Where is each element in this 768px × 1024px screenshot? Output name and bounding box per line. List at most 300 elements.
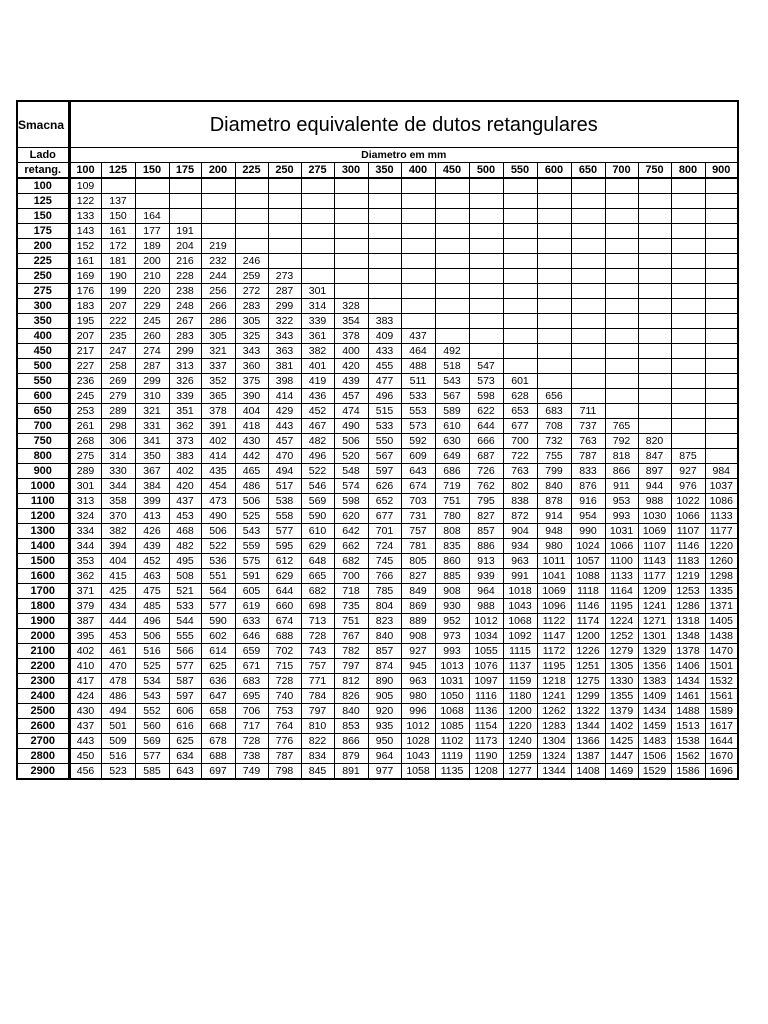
table-cell <box>537 178 571 194</box>
table-cell <box>401 209 435 224</box>
table-cell: 875 <box>671 449 705 464</box>
table-cell <box>605 178 638 194</box>
table-cell <box>503 344 537 359</box>
table-cell: 430 <box>69 704 101 719</box>
table-cell: 382 <box>301 344 334 359</box>
table-cell: 728 <box>268 674 301 689</box>
table-cell: 516 <box>135 644 169 659</box>
table-cell: 745 <box>368 554 401 569</box>
table-row <box>17 764 738 780</box>
table-cell <box>605 269 638 284</box>
table-cell: 612 <box>268 554 301 569</box>
table-cell <box>605 284 638 299</box>
table-cell: 1434 <box>671 674 705 689</box>
column-header: 275 <box>301 163 334 179</box>
table-cell: 283 <box>235 299 268 314</box>
table-cell: 1402 <box>605 719 638 734</box>
table-cell: 360 <box>235 359 268 374</box>
table-cell: 629 <box>301 539 334 554</box>
table-cell: 644 <box>268 584 301 599</box>
table-cell: 450 <box>69 749 101 764</box>
column-header: 250 <box>268 163 301 179</box>
table-cell: 1241 <box>638 599 671 614</box>
table-cell: 199 <box>101 284 135 299</box>
table-cell <box>301 194 334 209</box>
table-cell: 738 <box>235 749 268 764</box>
table-row <box>17 209 738 224</box>
table-cell <box>201 194 235 209</box>
table-cell <box>671 178 705 194</box>
table-cell: 988 <box>469 599 503 614</box>
table-cell: 1088 <box>571 569 605 584</box>
table-cell: 365 <box>201 389 235 404</box>
table-cell: 751 <box>435 494 469 509</box>
row-label: 175 <box>17 224 69 239</box>
table-cell: 1318 <box>671 614 705 629</box>
table-cell: 547 <box>469 359 503 374</box>
table-row <box>17 629 738 644</box>
table-cell: 496 <box>301 449 334 464</box>
table-cell: 256 <box>201 284 235 299</box>
table-cell: 643 <box>169 764 201 780</box>
table-cell: 551 <box>201 569 235 584</box>
table-cell: 546 <box>301 479 334 494</box>
table-cell: 869 <box>401 599 435 614</box>
table-cell: 321 <box>201 344 235 359</box>
table-cell: 301 <box>301 284 334 299</box>
table-cell <box>571 284 605 299</box>
table-cell: 463 <box>135 569 169 584</box>
table-cell: 671 <box>235 659 268 674</box>
table-cell: 313 <box>69 494 101 509</box>
table-cell <box>469 329 503 344</box>
table-cell <box>705 359 738 374</box>
row-label: 650 <box>17 404 69 419</box>
table-cell <box>571 269 605 284</box>
table-row <box>17 509 738 524</box>
table-cell: 1262 <box>537 704 571 719</box>
table-cell: 477 <box>368 374 401 389</box>
row-label: 1500 <box>17 554 69 569</box>
table-cell: 343 <box>268 329 301 344</box>
table-cell: 677 <box>503 419 537 434</box>
table-cell <box>671 434 705 449</box>
table-cell: 1068 <box>503 614 537 629</box>
table-cell: 665 <box>301 569 334 584</box>
table-cell: 548 <box>334 464 368 479</box>
table-cell <box>201 209 235 224</box>
table-cell <box>638 178 671 194</box>
table-cell: 823 <box>368 614 401 629</box>
table-cell: 394 <box>101 539 135 554</box>
table-cell <box>401 239 435 254</box>
table-cell: 954 <box>571 509 605 524</box>
table-cell: 567 <box>368 449 401 464</box>
table-cell <box>135 178 169 194</box>
table-cell: 344 <box>101 479 135 494</box>
table-cell: 927 <box>671 464 705 479</box>
row-label: 2300 <box>17 674 69 689</box>
table-cell <box>705 224 738 239</box>
row-label: 550 <box>17 374 69 389</box>
table-cell: 443 <box>69 734 101 749</box>
table-cell: 305 <box>235 314 268 329</box>
table-cell <box>435 239 469 254</box>
table-cell <box>705 404 738 419</box>
table-cell: 771 <box>301 674 334 689</box>
table-cell: 857 <box>368 644 401 659</box>
table-cell: 508 <box>169 569 201 584</box>
table-cell <box>469 178 503 194</box>
table-cell <box>537 344 571 359</box>
table-cell <box>169 209 201 224</box>
column-header: 700 <box>605 163 638 179</box>
table-cell: 437 <box>69 719 101 734</box>
table-cell: 1028 <box>401 734 435 749</box>
table-cell: 629 <box>268 569 301 584</box>
table-row <box>17 344 738 359</box>
table-cell: 453 <box>101 629 135 644</box>
table-cell: 152 <box>69 239 101 254</box>
table-cell: 573 <box>469 374 503 389</box>
table-cell: 381 <box>268 359 301 374</box>
table-cell: 610 <box>435 419 469 434</box>
table-cell: 642 <box>334 524 368 539</box>
table-cell: 354 <box>334 314 368 329</box>
table-cell: 379 <box>69 599 101 614</box>
table-cell: 189 <box>135 239 169 254</box>
table-cell: 1586 <box>671 764 705 780</box>
table-cell: 330 <box>101 464 135 479</box>
table-cell: 1012 <box>401 719 435 734</box>
table-cell: 749 <box>235 764 268 780</box>
table-cell: 905 <box>368 689 401 704</box>
table-cell <box>671 329 705 344</box>
column-header: 550 <box>503 163 537 179</box>
table-cell <box>638 194 671 209</box>
table-cell: 575 <box>235 554 268 569</box>
table-cell: 511 <box>401 374 435 389</box>
table-cell: 1271 <box>638 614 671 629</box>
table-cell: 1561 <box>705 689 738 704</box>
table-cell: 181 <box>101 254 135 269</box>
table-cell: 577 <box>268 524 301 539</box>
table-cell: 719 <box>435 479 469 494</box>
table-cell: 387 <box>69 614 101 629</box>
table-cell <box>368 269 401 284</box>
table-cell <box>571 389 605 404</box>
table-cell <box>469 224 503 239</box>
table-cell: 713 <box>301 614 334 629</box>
table-cell: 1195 <box>605 599 638 614</box>
row-label: 1400 <box>17 539 69 554</box>
table-cell: 569 <box>135 734 169 749</box>
table-row <box>17 239 738 254</box>
table-cell <box>401 284 435 299</box>
table-cell: 953 <box>605 494 638 509</box>
table-cell <box>268 209 301 224</box>
table-cell <box>705 389 738 404</box>
table-row <box>17 614 738 629</box>
table-cell: 802 <box>503 479 537 494</box>
table-cell: 1277 <box>503 764 537 780</box>
table-cell: 419 <box>301 374 334 389</box>
table-cell: 331 <box>135 419 169 434</box>
table-cell: 822 <box>301 734 334 749</box>
table-cell: 1115 <box>503 644 537 659</box>
table-cell: 137 <box>101 194 135 209</box>
table-cell <box>671 404 705 419</box>
table-cell: 1483 <box>638 734 671 749</box>
table-row <box>17 224 738 239</box>
table-cell: 1200 <box>571 629 605 644</box>
table-cell: 518 <box>435 359 469 374</box>
table-cell: 425 <box>101 584 135 599</box>
table-cell: 1012 <box>469 614 503 629</box>
table-cell: 353 <box>69 554 101 569</box>
table-cell <box>435 299 469 314</box>
table-cell <box>671 314 705 329</box>
table-cell: 442 <box>235 449 268 464</box>
table-row <box>17 449 738 464</box>
table-cell: 860 <box>435 554 469 569</box>
table-cell <box>605 389 638 404</box>
table-cell <box>334 239 368 254</box>
table-cell <box>571 299 605 314</box>
table-cell: 299 <box>268 299 301 314</box>
table-row <box>17 719 738 734</box>
table-cell: 1506 <box>638 749 671 764</box>
table-cell <box>368 299 401 314</box>
row-label: 900 <box>17 464 69 479</box>
table-cell: 577 <box>201 599 235 614</box>
table-cell <box>503 254 537 269</box>
table-cell: 1133 <box>605 569 638 584</box>
table-cell: 457 <box>334 389 368 404</box>
table-cell: 1279 <box>605 644 638 659</box>
table-cell: 1409 <box>638 689 671 704</box>
table-cell: 781 <box>401 539 435 554</box>
table-cell: 506 <box>135 629 169 644</box>
table-cell <box>537 224 571 239</box>
row-label: 225 <box>17 254 69 269</box>
table-cell: 1030 <box>638 509 671 524</box>
table-cell: 904 <box>503 524 537 539</box>
table-cell: 616 <box>169 719 201 734</box>
table-cell <box>571 194 605 209</box>
table-cell: 1208 <box>469 764 503 780</box>
table-cell: 424 <box>69 689 101 704</box>
table-cell: 468 <box>169 524 201 539</box>
table-cell: 636 <box>201 674 235 689</box>
table-cell <box>638 224 671 239</box>
table-cell: 414 <box>268 389 301 404</box>
table-cell <box>368 194 401 209</box>
table-cell <box>537 194 571 209</box>
table-cell: 534 <box>135 674 169 689</box>
table-cell: 207 <box>101 299 135 314</box>
table-cell: 990 <box>571 524 605 539</box>
table-cell: 678 <box>201 734 235 749</box>
table-cell: 1301 <box>638 629 671 644</box>
table-cell: 897 <box>638 464 671 479</box>
table-cell: 560 <box>135 719 169 734</box>
table-cell: 341 <box>135 434 169 449</box>
table-cell <box>435 269 469 284</box>
table-cell <box>705 254 738 269</box>
table-cell <box>671 254 705 269</box>
table-cell: 1501 <box>705 659 738 674</box>
table-cell: 1116 <box>469 689 503 704</box>
table-cell: 515 <box>368 404 401 419</box>
table-cell: 506 <box>334 434 368 449</box>
table-cell: 176 <box>69 284 101 299</box>
table-cell: 1488 <box>671 704 705 719</box>
table-cell <box>571 224 605 239</box>
row-label: 250 <box>17 269 69 284</box>
table-cell: 890 <box>368 674 401 689</box>
table-cell <box>503 269 537 284</box>
table-cell <box>571 178 605 194</box>
table-cell: 874 <box>368 659 401 674</box>
table-cell <box>334 284 368 299</box>
table-cell: 835 <box>435 539 469 554</box>
table-cell <box>469 269 503 284</box>
table-cell: 916 <box>571 494 605 509</box>
table-cell: 1220 <box>705 539 738 554</box>
table-cell <box>705 239 738 254</box>
table-cell: 879 <box>334 749 368 764</box>
table-cell: 390 <box>235 389 268 404</box>
table-cell: 473 <box>201 494 235 509</box>
table-cell: 1122 <box>537 614 571 629</box>
table-cell: 363 <box>268 344 301 359</box>
table-cell <box>503 194 537 209</box>
table-cell: 343 <box>235 344 268 359</box>
row-label: 1000 <box>17 479 69 494</box>
table-cell: 847 <box>638 449 671 464</box>
table-cell <box>638 209 671 224</box>
table-cell: 577 <box>135 749 169 764</box>
table-cell: 525 <box>135 659 169 674</box>
table-cell: 785 <box>368 584 401 599</box>
table-cell <box>368 284 401 299</box>
table-cell <box>368 209 401 224</box>
table-cell: 795 <box>469 494 503 509</box>
table-cell: 977 <box>368 764 401 780</box>
table-cell <box>503 178 537 194</box>
table-cell: 1224 <box>605 614 638 629</box>
table-cell: 485 <box>135 599 169 614</box>
table-row <box>17 178 738 194</box>
table-cell: 1096 <box>537 599 571 614</box>
table-cell <box>469 209 503 224</box>
table-cell: 301 <box>69 479 101 494</box>
table-cell <box>101 178 135 194</box>
row-label: 1300 <box>17 524 69 539</box>
table-cell: 1092 <box>503 629 537 644</box>
table-cell: 980 <box>401 689 435 704</box>
table-cell: 1119 <box>435 749 469 764</box>
table-cell <box>537 284 571 299</box>
table-cell: 1055 <box>469 644 503 659</box>
table-cell: 261 <box>69 419 101 434</box>
table-cell <box>469 344 503 359</box>
table-cell <box>571 314 605 329</box>
table-cell: 866 <box>334 734 368 749</box>
table-cell: 1513 <box>671 719 705 734</box>
table-cell <box>705 419 738 434</box>
table-cell: 501 <box>101 719 135 734</box>
table-cell: 1154 <box>469 719 503 734</box>
table-cell <box>571 344 605 359</box>
table-cell: 652 <box>368 494 401 509</box>
table-cell: 204 <box>169 239 201 254</box>
table-cell: 525 <box>235 509 268 524</box>
table-cell: 1470 <box>705 644 738 659</box>
table-cell: 553 <box>401 404 435 419</box>
table-cell: 486 <box>101 689 135 704</box>
table-cell: 490 <box>201 509 235 524</box>
table-cell: 732 <box>537 434 571 449</box>
table-cell: 1283 <box>537 719 571 734</box>
row-label: 2200 <box>17 659 69 674</box>
table-cell: 1183 <box>671 554 705 569</box>
table-cell: 1562 <box>671 749 705 764</box>
table-cell: 358 <box>101 494 135 509</box>
table-cell: 1348 <box>671 629 705 644</box>
table-row <box>17 569 738 584</box>
table-cell: 840 <box>368 629 401 644</box>
table-cell <box>435 314 469 329</box>
table-cell: 404 <box>101 554 135 569</box>
table-cell <box>605 209 638 224</box>
table-cell: 715 <box>268 659 301 674</box>
table-cell: 810 <box>301 719 334 734</box>
table-cell: 361 <box>301 329 334 344</box>
table-cell: 662 <box>334 539 368 554</box>
table-cell: 177 <box>135 224 169 239</box>
table-cell <box>638 389 671 404</box>
table-cell <box>638 299 671 314</box>
table-cell: 298 <box>101 419 135 434</box>
table-cell: 219 <box>201 239 235 254</box>
table-cell: 993 <box>435 644 469 659</box>
table-cell: 677 <box>368 509 401 524</box>
table-cell <box>301 254 334 269</box>
table-cell: 506 <box>201 524 235 539</box>
table-cell: 457 <box>268 434 301 449</box>
table-cell: 313 <box>169 359 201 374</box>
table-cell: 820 <box>638 434 671 449</box>
table-cell: 630 <box>435 434 469 449</box>
table-cell: 1068 <box>435 704 469 719</box>
table-cell: 334 <box>69 524 101 539</box>
table-row <box>17 479 738 494</box>
table-cell: 1100 <box>605 554 638 569</box>
table-cell: 1253 <box>671 584 705 599</box>
column-header: 100 <box>69 163 101 179</box>
table-cell <box>537 329 571 344</box>
table-cell: 1200 <box>503 704 537 719</box>
table-cell: 289 <box>69 464 101 479</box>
table-cell: 439 <box>135 539 169 554</box>
table-cell: 573 <box>401 419 435 434</box>
table-cell: 872 <box>503 509 537 524</box>
table-cell: 695 <box>235 689 268 704</box>
table-cell: 232 <box>201 254 235 269</box>
table-cell: 706 <box>235 704 268 719</box>
